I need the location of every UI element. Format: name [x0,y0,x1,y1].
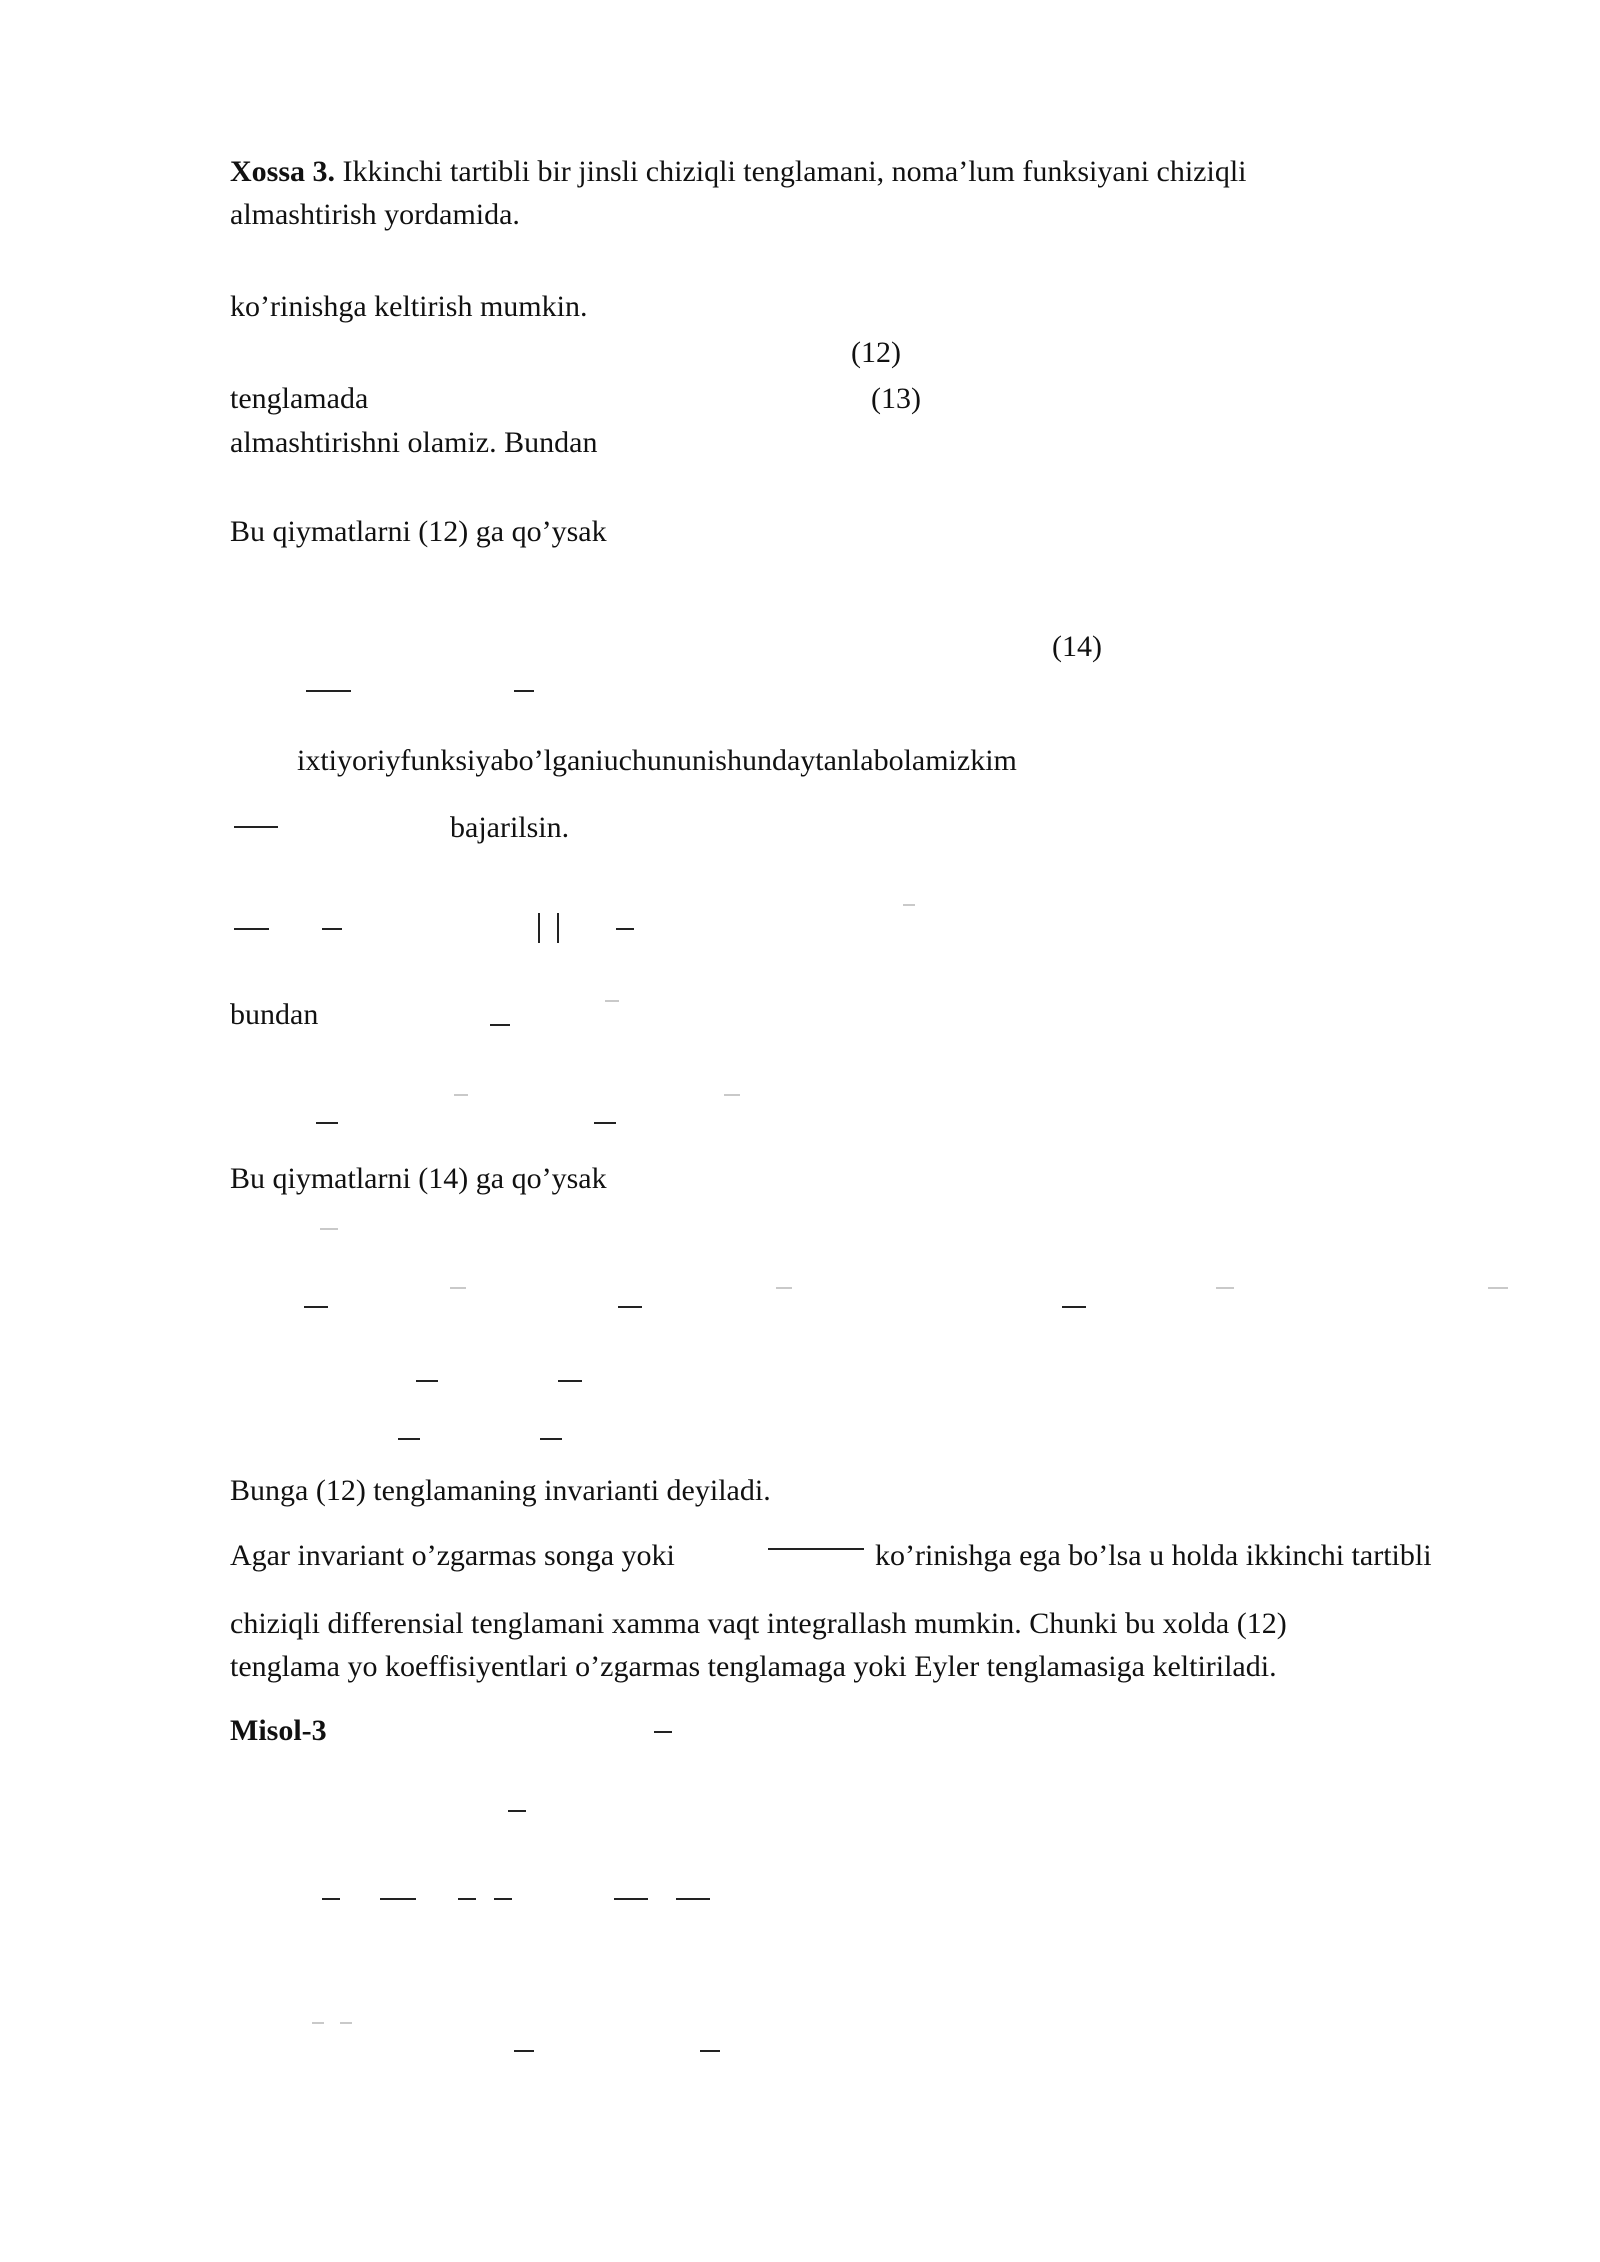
fraction-bar [416,1380,438,1382]
fraction-bar [312,2022,324,2024]
fraction-bar [616,928,634,930]
fraction-bar [322,1898,340,1900]
fraction-bar [768,1548,864,1550]
fraction-bar [903,904,915,906]
fraction-bar [700,2050,720,2052]
fraction-bar [724,1094,740,1096]
fraction-bar [605,1000,619,1002]
fraction-bar [340,2022,352,2024]
fraction-bar [614,1898,648,1900]
fraction-bar [322,928,342,930]
text-agar-right: ko’rinishga ega bo’lsa u holda ikkinchi tartibli [875,1539,1432,1572]
equation-number-13: (13) [871,382,921,415]
fraction-bar [304,1306,328,1308]
text-bu-qiymatlarni-12: Bu qiymatlarni (12) ga qo’ysak [230,515,607,548]
text-agar-left: Agar invariant o’zgarmas songa yoki [230,1539,675,1572]
theorem-label: Xossa 3. [230,155,336,188]
fraction-bar [234,826,278,828]
fraction-bar [494,1898,512,1900]
fraction-bar [454,1094,468,1096]
fraction-bar [458,1898,476,1900]
fraction-bar [618,1306,642,1308]
example-label: Misol-3 [230,1714,327,1747]
fraction-bar [316,1122,338,1124]
theorem-line-2: almashtirish yordamida. [230,198,520,231]
fraction-bar [594,1122,616,1124]
fraction-bar [490,1024,510,1026]
equation-number-12: (12) [851,336,901,369]
fraction-bar [558,1380,582,1382]
text-chiziqli-1: chiziqli differensial tenglamani xamma vaqt integrallash mumkin. Chunki bu xolda (12) [230,1607,1287,1640]
text-korinishga: ko’rinishga keltirish mumkin. [230,290,588,323]
text-bu-qiymatlarni-14: Bu qiymatlarni (14) ga qo’ysak [230,1162,607,1195]
text-bundan: bundan [230,998,319,1031]
fraction-bar [380,1898,416,1900]
fraction-bar [514,2050,534,2052]
fraction-bar [306,690,351,692]
equation-number-14: (14) [1052,630,1102,663]
text-chiziqli-2: tenglama yo koeffisiyentlari o’zgarmas tenglamaga yoki Eyler tenglamasiga keltiriladi. [230,1650,1277,1683]
fraction-bar [450,1287,466,1289]
fraction-bar [1062,1306,1086,1308]
text-tenglamada: tenglamada [230,382,369,415]
text-almashtirishni: almashtirishni olamiz. Bundan [230,426,598,459]
fraction-bar [508,1810,526,1812]
theorem-line-1 [230,157,1247,187]
text-bunga: Bunga (12) tenglamaning invarianti deyiladi. [230,1474,771,1507]
fraction-bar [514,690,534,692]
absolute-value-bar [538,913,540,943]
fraction-bar [540,1438,562,1440]
fraction-bar [1488,1287,1508,1289]
fraction-bar [776,1287,792,1289]
theorem-text-1: Ikkinchi tartibli bir jinsli chiziqli tenglamani, noma’lum funksiyani chiziqli [342,155,1247,188]
fraction-bar [320,1228,338,1230]
fraction-bar [398,1438,420,1440]
fraction-bar [234,928,269,930]
fraction-bar [676,1898,710,1900]
text-bajarilsin: bajarilsin. [450,811,570,844]
fraction-bar [1216,1287,1234,1289]
fraction-bar [654,1731,672,1733]
text-ixtiyoriy: ixtiyoriyfunksiyabo’lganiuchununishundaytanlabolamizkim [297,744,1017,777]
absolute-value-bar [557,913,559,943]
